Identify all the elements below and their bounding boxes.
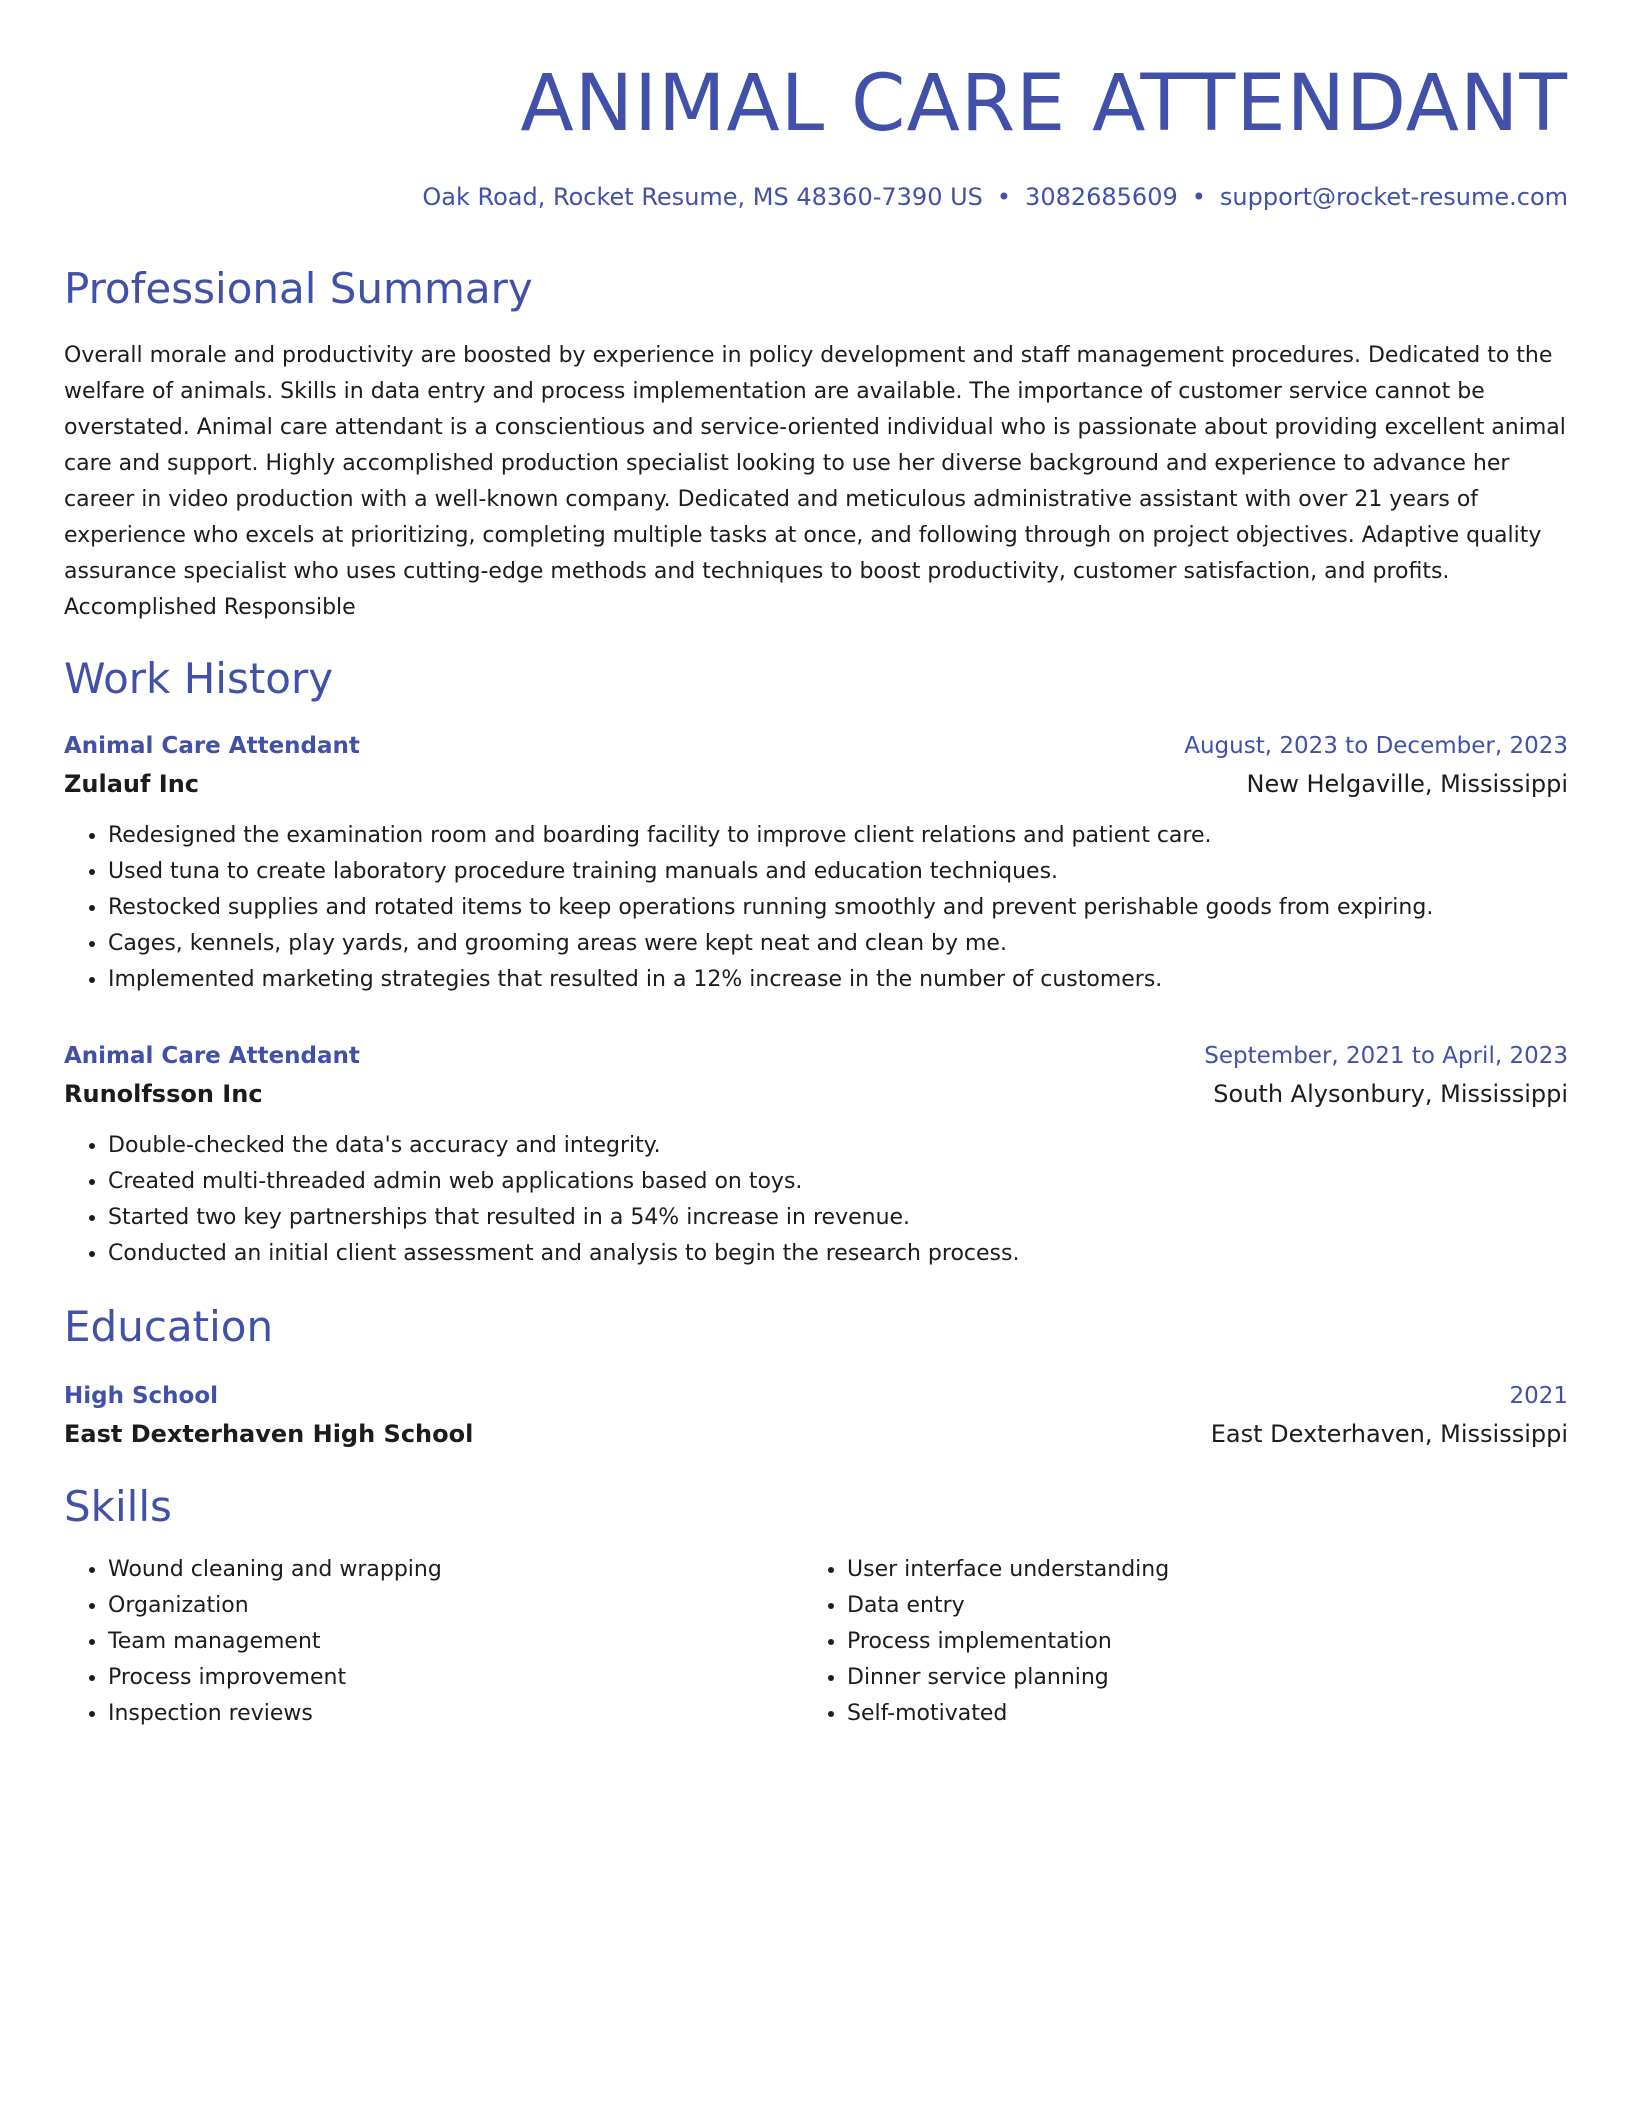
- candidate-name: ANIMAL CARE ATTENDANT: [520, 59, 1568, 149]
- skill-item: • Process improvement: [108, 1660, 803, 1696]
- job-location: New Helgaville, Mississippi: [1246, 770, 1568, 798]
- job-bullet: • Started two key partnerships that resulted in a 54% increase in revenue.: [108, 1200, 1568, 1236]
- job-dates: August, 2023 to December, 2023: [1184, 733, 1568, 759]
- graduation-year: 2021: [1509, 1383, 1568, 1409]
- contact-email: support@rocket-resume.com: [1219, 183, 1568, 211]
- school-location: East Dexterhaven, Mississippi: [1210, 1420, 1568, 1448]
- contact-line: [64, 180, 1568, 214]
- job-bullets: [64, 818, 1568, 998]
- skill-item: • Inspection reviews: [108, 1696, 803, 1732]
- skill-item: • User interface understanding: [847, 1552, 1542, 1588]
- summary-heading: Professional Summary: [64, 264, 533, 313]
- job-bullets: [64, 1128, 1568, 1272]
- job-title: Animal Care Attendant: [64, 1043, 360, 1069]
- company-name: Zulauf Inc: [64, 770, 200, 798]
- job-bullet: • Cages, kennels, play yards, and grooming areas were kept neat and clean by me.: [108, 926, 1568, 962]
- degree: High School: [64, 1383, 219, 1409]
- job-entry: [64, 728, 1568, 998]
- summary-text: Overall morale and productivity are boosted by experience in policy development and staff management procedures. Dedicated to the welfare of animals. Skills in data entry and process implementation are available. The importance of customer service cannot be overstated. Animal care attendant is a conscientious and service-oriented individual who is passionate about providing excellent animal care and support. Highly accomplished production specialist looking to use her diverse background and experience to advance her career in video production with a well-known company. Dedicated and meticulous administrative assistant with over 21 years of experience who excels at prioritizing, completing multiple tasks at once, and following through on project objectives. Adaptive quality assurance specialist who uses cutting-edge methods and techniques to boost productivity, customer satisfaction, and profits. Accomplished Responsible: [64, 343, 1566, 620]
- skills-column-left: [64, 1552, 803, 1732]
- job-bullet: • Created multi-threaded admin web applications based on toys.: [108, 1164, 1568, 1200]
- skill-item: • Team management: [108, 1624, 803, 1660]
- job-location: South Alysonbury, Mississippi: [1213, 1080, 1568, 1108]
- skill-item: • Process implementation: [847, 1624, 1542, 1660]
- work-history-heading: Work History: [64, 654, 334, 703]
- resume-header: [64, 56, 1568, 214]
- contact-separator: •: [1191, 183, 1206, 211]
- skills-column-right: [803, 1552, 1542, 1732]
- job-bullet: • Implemented marketing strategies that resulted in a 12% increase in the number of customers.: [108, 962, 1568, 998]
- skills-list: [64, 1552, 1568, 1732]
- skills-heading: Skills: [64, 1482, 172, 1531]
- skill-item: • Wound cleaning and wrapping: [108, 1552, 803, 1588]
- skill-item: • Self-motivated: [847, 1696, 1542, 1732]
- job-bullet: • Redesigned the examination room and boarding facility to improve client relations and patient care.: [108, 818, 1568, 854]
- job-title: Animal Care Attendant: [64, 733, 360, 759]
- job-bullet: • Restocked supplies and rotated items to keep operations running smoothly and prevent perishable goods from expiring.: [108, 890, 1568, 926]
- contact-phone: 3082685609: [1025, 183, 1178, 211]
- job-bullet: • Double-checked the data's accuracy and integrity.: [108, 1128, 1568, 1164]
- skill-item: • Organization: [108, 1588, 803, 1624]
- company-name: Runolfsson Inc: [64, 1080, 263, 1108]
- education-entry: [64, 1378, 1568, 1454]
- contact-address: Oak Road, Rocket Resume, MS 48360-7390 US: [422, 183, 983, 211]
- education-heading: Education: [64, 1302, 274, 1351]
- school-name: East Dexterhaven High School: [64, 1420, 474, 1448]
- contact-separator: •: [996, 183, 1012, 211]
- job-dates: September, 2021 to April, 2023: [1204, 1043, 1568, 1069]
- job-entry: [64, 1038, 1568, 1272]
- skill-item: • Dinner service planning: [847, 1660, 1542, 1696]
- skill-item: • Data entry: [847, 1588, 1542, 1624]
- job-bullet: • Conducted an initial client assessment and analysis to begin the research process.: [108, 1236, 1568, 1272]
- job-bullet: • Used tuna to create laboratory procedure training manuals and education techniques.: [108, 854, 1568, 890]
